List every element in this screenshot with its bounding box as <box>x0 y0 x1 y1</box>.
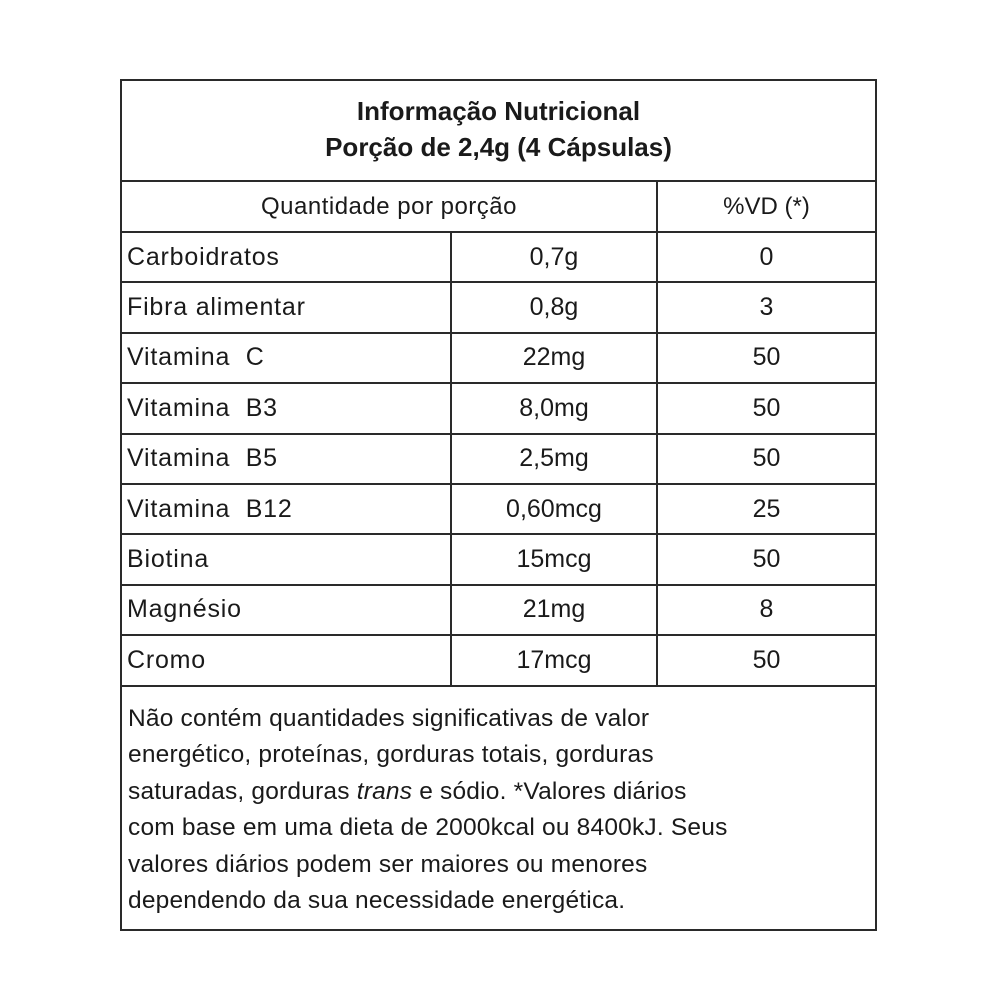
nutrient-name: Vitamina B3 <box>122 384 452 432</box>
footnote-line: Não contém quantidades significativas de valor <box>128 705 650 732</box>
nutrient-vd: 3 <box>759 293 774 322</box>
nutrient-name: Biotina <box>122 535 452 583</box>
nutrient-amount: 22mg <box>452 334 658 382</box>
title-line-2: Porção de 2,4g (4 Cápsulas) <box>325 132 672 162</box>
nutrient-amount: 21mg <box>452 586 658 634</box>
nutrient-amount: 15mcg <box>452 535 658 583</box>
table-row <box>122 636 875 686</box>
nutrient-name: Carboidratos <box>122 233 452 281</box>
nutrient-vd: 25 <box>752 494 781 523</box>
nutrient-vd: 50 <box>752 645 781 674</box>
column-header-row <box>122 182 875 233</box>
footnote-line: energético, proteínas, gorduras totais, gorduras <box>128 741 654 769</box>
nutrient-name: Fibra alimentar <box>122 283 452 331</box>
quantity-header: Quantidade por porção <box>122 182 658 231</box>
table-row <box>122 535 875 585</box>
footnote-line: dependendo da sua necessidade energética. <box>128 887 626 915</box>
nutrient-amount: 0,8g <box>452 283 658 331</box>
table-title <box>122 81 875 182</box>
nutrient-vd: 50 <box>752 393 781 422</box>
nutrient-vd: 50 <box>752 545 781 574</box>
nutrient-amount: 8,0mg <box>452 384 658 432</box>
nutrient-vd: 8 <box>759 595 774 624</box>
nutrient-name: Vitamina C <box>122 334 452 382</box>
nutrient-name: Vitamina B5 <box>122 435 452 483</box>
footnote <box>122 687 875 919</box>
nutrition-facts-table <box>120 79 877 931</box>
nutrient-amount: 0,60mcg <box>452 485 658 533</box>
nutrient-name: Cromo <box>122 636 452 684</box>
footnote-italic-trans: trans <box>356 777 413 805</box>
table-row <box>122 485 875 535</box>
footnote-text: e sódio. *Valores diários <box>412 777 687 805</box>
footnote-line: valores diários podem ser maiores ou menores <box>128 850 648 878</box>
nutrient-amount: 17mcg <box>452 636 658 684</box>
footnote-text: saturadas, gorduras <box>128 777 357 805</box>
nutrient-rows <box>122 233 875 687</box>
title-line-1: Informação Nutricional <box>356 96 641 126</box>
vd-header: %VD (*) <box>723 193 810 220</box>
table-row <box>122 384 875 434</box>
footnote-line <box>128 774 869 810</box>
table-row <box>122 283 875 333</box>
nutrient-amount: 0,7g <box>452 233 658 281</box>
footnote-line: com base em uma dieta de 2000kcal ou 8400kJ. Seus <box>128 814 728 842</box>
table-row <box>122 233 875 283</box>
table-row <box>122 586 875 636</box>
table-row <box>122 435 875 485</box>
nutrient-vd: 50 <box>752 343 781 372</box>
nutrient-amount: 2,5mg <box>452 435 658 483</box>
nutrient-name: Magnésio <box>122 586 452 634</box>
nutrient-name: Vitamina B12 <box>122 485 452 533</box>
nutrient-vd: 0 <box>759 242 774 271</box>
table-row <box>122 334 875 384</box>
nutrient-vd: 50 <box>752 444 781 473</box>
